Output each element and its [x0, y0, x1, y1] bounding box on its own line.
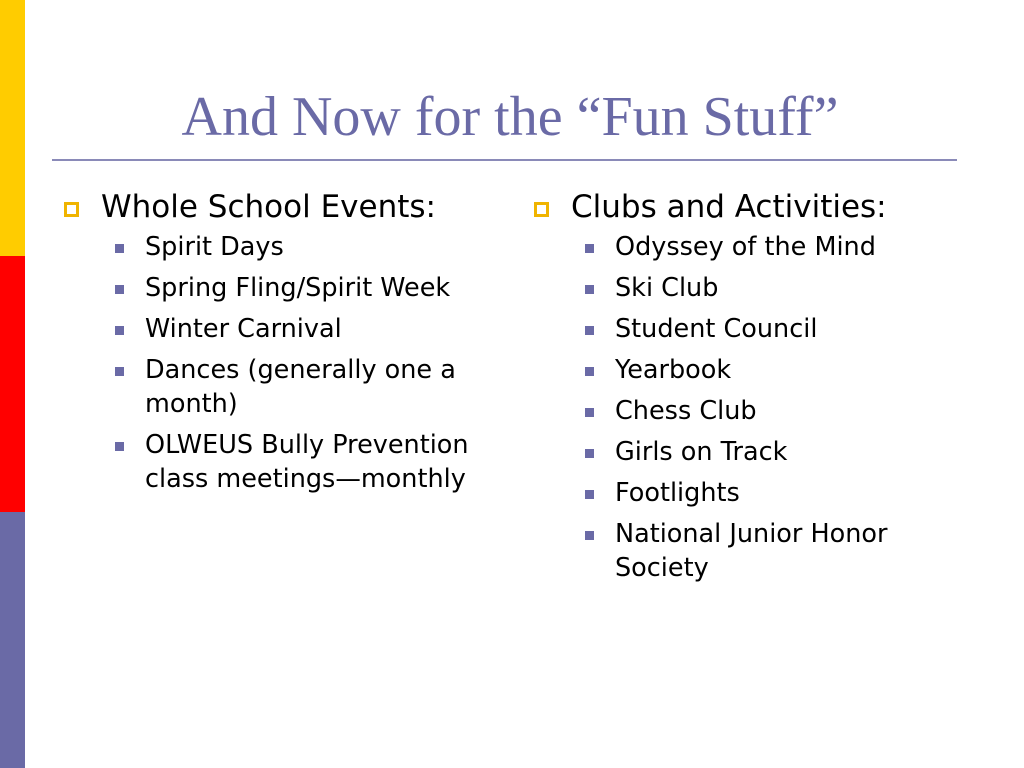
- square-bullet-icon: [585, 449, 594, 458]
- title-underline-rule: [52, 159, 957, 161]
- square-bullet-icon: [115, 367, 124, 376]
- hollow-square-bullet-icon: [64, 202, 79, 217]
- square-bullet-icon: [585, 244, 594, 253]
- square-bullet-icon: [115, 442, 124, 451]
- list-item-text: Winter Carnival: [145, 314, 342, 344]
- hollow-square-bullet-icon: [534, 202, 549, 217]
- list-item-text: Footlights: [615, 478, 740, 508]
- square-bullet-icon: [585, 367, 594, 376]
- slide-title: And Now for the “Fun Stuff”: [181, 86, 839, 148]
- square-bullet-icon: [585, 531, 594, 540]
- square-bullet-icon: [585, 326, 594, 335]
- square-bullet-icon: [115, 326, 124, 335]
- list-item-text: Chess Club: [615, 396, 757, 426]
- list-item: [62, 353, 502, 421]
- list-item-text: OLWEUS Bully Prevention class meetings—monthly: [145, 430, 469, 494]
- side-bar-red-segment: [0, 256, 25, 512]
- list-item-text: National Junior Honor Society: [615, 519, 888, 583]
- side-color-bar: [0, 0, 25, 768]
- side-bar-yellow-segment: [0, 0, 25, 256]
- list-item-text: Ski Club: [615, 273, 719, 303]
- list-item-text: Odyssey of the Mind: [615, 232, 876, 262]
- clubs-and-activities-column: [532, 187, 942, 592]
- list-item: [62, 428, 502, 496]
- list-item: [532, 517, 942, 585]
- square-bullet-icon: [585, 285, 594, 294]
- square-bullet-icon: [115, 285, 124, 294]
- list-item: [62, 271, 502, 305]
- list-item: [532, 394, 942, 428]
- whole-school-events-column: [62, 187, 502, 503]
- list-item-text: Student Council: [615, 314, 818, 344]
- square-bullet-icon: [115, 244, 124, 253]
- list-item-text: Yearbook: [615, 355, 732, 385]
- column-heading-text: Whole School Events:: [101, 189, 436, 225]
- list-item-text: Spirit Days: [145, 232, 284, 262]
- list-item: [532, 435, 942, 469]
- clubs-list: [532, 230, 942, 585]
- list-item: [532, 476, 942, 510]
- column-heading-whole-school-events: [62, 187, 502, 227]
- column-heading-text: Clubs and Activities:: [571, 189, 887, 225]
- square-bullet-icon: [585, 408, 594, 417]
- list-item: [532, 353, 942, 387]
- list-item: [532, 230, 942, 264]
- side-bar-purple-segment: [0, 512, 25, 768]
- list-item-text: Girls on Track: [615, 437, 788, 467]
- list-item: [62, 230, 502, 264]
- list-item: [62, 312, 502, 346]
- list-item: [532, 312, 942, 346]
- column-heading-clubs-and-activities: [532, 187, 942, 227]
- events-list: [62, 230, 502, 496]
- list-item: [532, 271, 942, 305]
- list-item-text: Spring Fling/Spirit Week: [145, 273, 451, 303]
- list-item-text: Dances (generally one a month): [145, 355, 456, 419]
- square-bullet-icon: [585, 490, 594, 499]
